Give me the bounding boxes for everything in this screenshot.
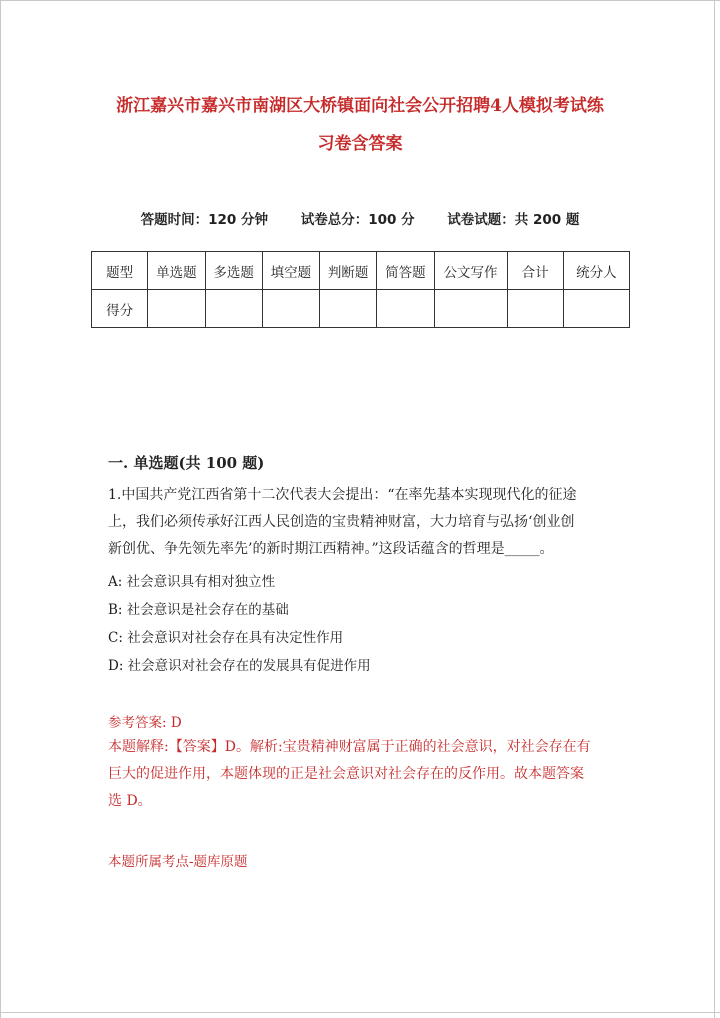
page-border-top <box>0 0 720 1</box>
score-table-row <box>92 290 630 328</box>
page-border-right <box>714 0 715 1018</box>
question-line: 上，我们必须传承好江西人民创造的宝贵精神财富，大力培育与弘扬‘创业创 <box>108 514 575 530</box>
score-cell <box>320 290 377 328</box>
exam-count: 试卷试题：共 200 题 <box>447 212 580 228</box>
explanation-line: 选 D。 <box>108 793 152 809</box>
score-cell <box>205 290 262 328</box>
header-cell: 填空题 <box>262 252 319 290</box>
score-cell <box>262 290 319 328</box>
score-cell <box>148 290 205 328</box>
score-cell <box>507 290 563 328</box>
header-cell: 简答题 <box>377 252 434 290</box>
option-a: A: 社会意识具有相对独立性 <box>108 574 276 590</box>
doc-title-line2: 习卷含答案 <box>317 134 403 154</box>
exam-meta <box>0 208 720 228</box>
explanation-line: 巨大的促进作用，本题体现的正是社会意识对社会存在的反作用。故本题答案 <box>108 766 584 782</box>
header-cell: 判断题 <box>320 252 377 290</box>
option-c: C: 社会意识对社会存在具有决定性作用 <box>108 630 344 646</box>
doc-title-line1: 浙江嘉兴市嘉兴市南湖区大桥镇面向社会公开招聘4人模拟考试练 <box>116 96 604 116</box>
row-label-cell: 得分 <box>92 290 148 328</box>
page-border-left <box>0 0 1 1018</box>
option-d: D: 社会意识对社会存在的发展具有促进作用 <box>108 658 371 674</box>
header-cell: 合计 <box>507 252 563 290</box>
header-cell: 统分人 <box>563 252 629 290</box>
answer-line: 参考答案: D <box>108 715 182 731</box>
option-b: B: 社会意识是社会存在的基础 <box>108 602 289 618</box>
score-table-header-row <box>92 252 630 290</box>
section-title: 一. 单选题(共 100 题) <box>108 454 265 472</box>
header-cell: 题型 <box>92 252 148 290</box>
header-cell: 单选题 <box>148 252 205 290</box>
exam-total: 试卷总分：100 分 <box>300 212 415 228</box>
score-table <box>91 251 630 328</box>
score-cell <box>377 290 434 328</box>
question-line: 新创优、争先领先率先’的新时期江西精神。”这段话蕴含的哲理是_____。 <box>108 541 554 557</box>
question-line: 1.中国共产党江西省第十二次代表大会提出：“在率先基本实现现代化的征途 <box>108 487 577 503</box>
source-line: 本题所属考点-题库原题 <box>108 854 248 870</box>
explanation-line: 本题解释:【答案】D。解析:宝贵精神财富属于正确的社会意识，对社会存在有 <box>108 739 591 755</box>
score-cell <box>563 290 629 328</box>
header-cell: 公文写作 <box>434 252 507 290</box>
exam-time: 答题时间：120 分钟 <box>140 212 268 228</box>
score-cell <box>434 290 507 328</box>
header-cell: 多选题 <box>205 252 262 290</box>
page-border-bottom <box>0 1012 720 1013</box>
